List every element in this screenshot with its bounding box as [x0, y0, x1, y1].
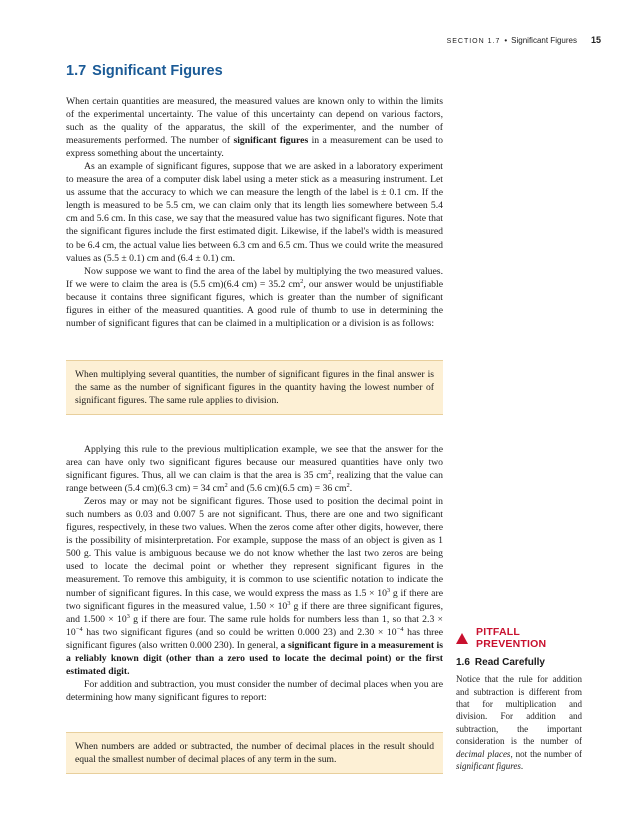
rule-box-addition: [66, 732, 443, 774]
pitfall-title: Read Carefully: [474, 656, 545, 668]
running-head-separator: •: [504, 36, 508, 45]
main-text-block: [66, 443, 443, 704]
pitfall-prevention-sidebar: [456, 626, 582, 772]
pitfall-label: PITFALL PREVENTION: [476, 626, 547, 651]
warning-triangle-icon: [456, 633, 468, 644]
rule-box-multiplication: [66, 360, 443, 415]
pitfall-subheading: [456, 657, 582, 669]
rule-addition-text: When numbers are added or subtracted, the number of decimal places in the result should equal the smallest number of decimal places of any term in the sum.: [75, 741, 434, 765]
section-heading: [66, 63, 223, 79]
section-title: Significant Figures: [92, 63, 223, 79]
section-number: 1.7: [66, 63, 87, 79]
intro-text-block: [66, 95, 443, 330]
paragraph-3: Now suppose we want to find the area of the label by multiplying the two measured values. If we were to claim the area is (5.5 cm)(6.4 cm) = 35.2 $cm^2$, our answer would be unjustifiable because it contains three significant figures, which is greater than the number of significant figures in either of the measured quantities. A good rule of thumb to use in determining the number of significant figures that can be claimed in a multiplication or a division is as follows:: [66, 265, 444, 329]
running-head-section: SECTION 1.7: [446, 38, 501, 45]
running-head-title: Significant Figures: [511, 36, 577, 45]
pitfall-text: Notice that the rule for addition and subtraction is different from that for multiplication and division. For addition and subtraction, the important consideration is the number of decimal places, not the number of significant figures.: [456, 674, 582, 772]
paragraph-6: For addition and subtraction, you must consider the number of decimal places when you are determining how many significant figures to report:: [66, 678, 443, 703]
definition-significant-figure: a significant figure in a measurement is a reliably known digit (other than a zero used to locate the decimal point) or the first estimated digit.: [66, 639, 444, 677]
pitfall-header: [456, 626, 582, 651]
rule-multiplication-text: When multiplying several quantities, the number of significant figures in the final answer is the same as the number of significant figures in the quantity having the lowest number of significant figures. The same rule applies to division.: [75, 369, 434, 406]
paragraph-4: Applying this rule to the previous multiplication example, we see that the answer for the area can have only two significant figures because our measured quantities have only two significant figures. Thus, all we can claim is that the area is 35 $cm^2$, realizing that the value can range between (5.4 cm)(6.3 cm) = 34 $cm^2$ and (5.6 cm)(6.5 cm) = 36 $cm^2$.: [66, 444, 444, 495]
running-head: [447, 35, 601, 45]
pitfall-number: 1.6: [456, 656, 470, 668]
paragraph-2: As an example of significant figures, suppose that we are asked in a laboratory experiment to measure the area of a computer disk label using a meter stick as a measuring instrument. Let us assume that the accuracy to which we can measure the length of the label is ± 0.1 cm. If the length is measured to be 5.5 cm, we can claim only that its length lies somewhere between 5.4 cm and 5.6 cm. In this case, we say that the measured value has two significant figures. Note that the significant figures include the first estimated digit. Likewise, if the label's width is measured to be 6.4 cm, the actual value lies between 6.3 cm and 6.5 cm. Thus we could write the measured values as (5.5 ± 0.1) cm and (6.4 ± 0.1) cm.: [66, 161, 443, 264]
paragraph-5: Zeros may or may not be significant figures. Those used to position the decimal point in such numbers as 0.03 and 0.007 5 are not significant. Thus, there are one and two significant figures, respectively, in these two values. When the zeros come after other digits, however, there is the possibility of misinterpretation. For example, suppose the mass of an object is given as 1 500 g. This value is ambiguous because we do not know whether the last two zeros are being used to locate the decimal point or whether they represent significant figures in the measurement. To remove this ambiguity, it is common to use scientific notation to indicate the number of significant figures. In this case, we would express the mass as $1.5 \times 10^3$ g if there are two significant figures in the measured value, $1.50 \times 10^3$ g if there are three significant figures, and $1.500 \times 10^3$ g if there are four. The same rule holds for numbers less than 1, so that $2.3 \times 10^{-4}$ has two significant figures (and so could be written 0.000 23) and $2.30 \times 10^{-4}$ has three significant figures (also written 0.000 230). In general, a significant figure in a measurement is a reliably known digit (other than a zero used to locate the decimal point) or the first estimated digit.: [66, 496, 444, 677]
term-significant-figures: significant figures: [233, 135, 309, 147]
paragraph-1: When certain quantities are measured, the measured values are known only to within the limits of the experimental uncertainty. The value of this uncertainty can depend on various factors, such as the quality of the apparatus, the skill of the experimenter, and the number of measurements performed. The number of significant figures in a measurement can be used to express something about the uncertainty.: [66, 96, 444, 160]
page-number: 15: [590, 35, 601, 45]
